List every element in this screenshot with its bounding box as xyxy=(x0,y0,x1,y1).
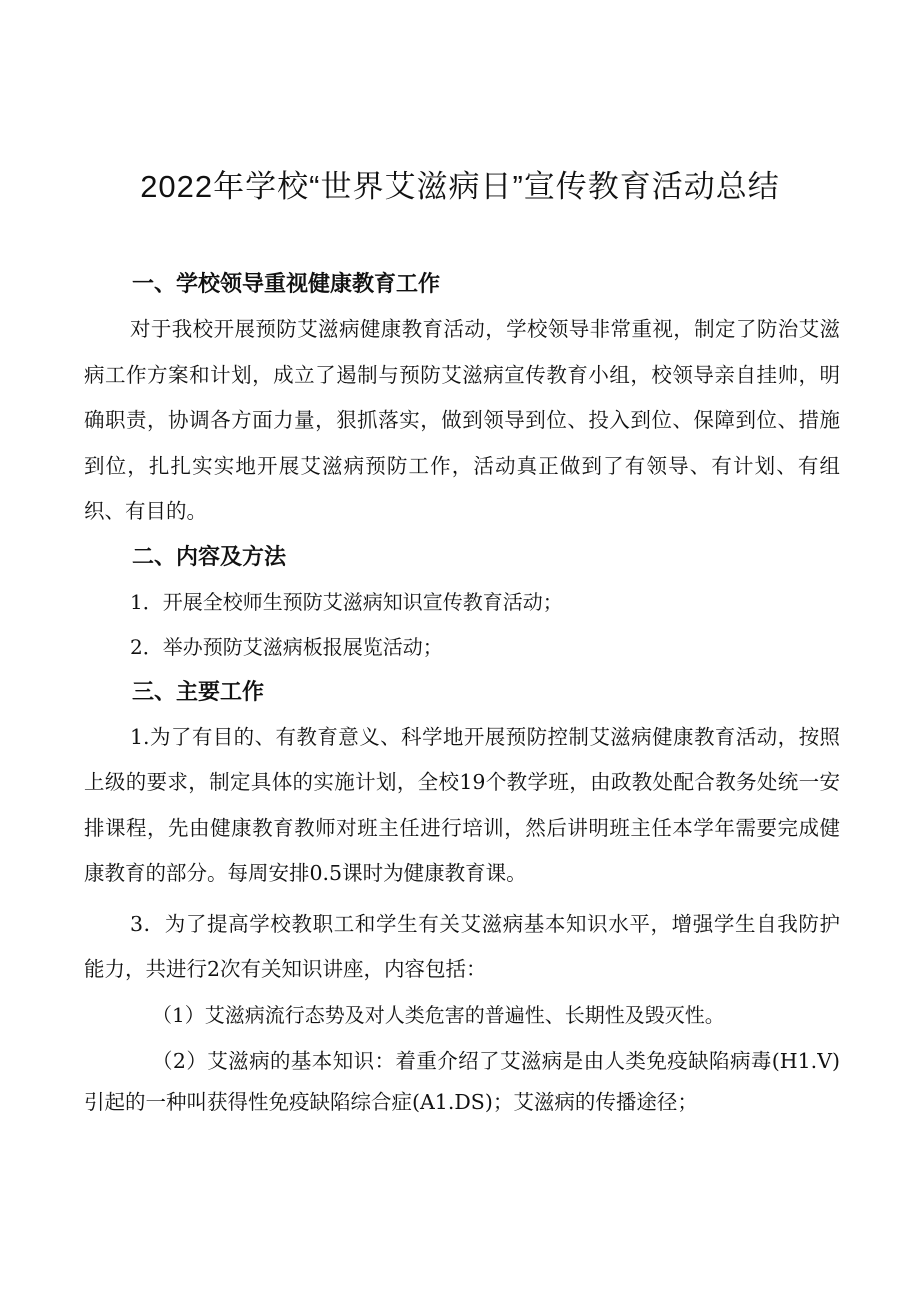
section-3-paragraph-2: 3．为了提高学校教职工和学生有关艾滋病基本知识水平，增强学生自我防护能力，共进行2次有关知识讲座，内容包括： xyxy=(84,911,840,981)
section-2-heading: 二、内容及方法 xyxy=(132,543,287,569)
section-1-heading: 一、学校领导重视健康教育工作 xyxy=(132,271,441,296)
section-3-sub-item-1: （1）艾滋病流行态势及对人类危害的普遍性、长期性及毁灭性。 xyxy=(152,1002,725,1027)
section-2-item-1: 1．开展全校师生预防艾滋病知识宣传教育活动； xyxy=(130,589,563,614)
section-2-item-2: 2．举办预防艾滋病板报展览活动； xyxy=(130,634,443,659)
document-title: 2022年学校“世界艾滋病日”宣传教育活动总结 xyxy=(140,169,780,204)
section-1-paragraph: 对于我校开展预防艾滋病健康教育活动，学校领导非常重视，制定了防治艾滋病工作方案和计划，成立了遏制与预防艾滋病宣传教育小组，校领导亲自挂帅，明确职责，协调各方面力量，狠抓落实，做到领导到位、投入到位、保障到位、措施到位，扎扎实实地开展艾滋病预防工作，活动真正做到了有领导、有计划、有组织、有目的。 xyxy=(84,317,840,523)
document-body xyxy=(84,262,840,1123)
section-3-sub-item-2: （2）艾滋病的基本知识：着重介绍了艾滋病是由人类免疫缺陷病毒(H1.V)引起的一种叫获得性免疫缺陷综合症(A1.DS)；艾滋病的传播途径； xyxy=(84,1048,840,1114)
section-3-paragraph-1: 1.为了有目的、有教育意义、科学地开展预防控制艾滋病健康教育活动，按照上级的要求，制定具体的实施计划，全校19个教学班，由政教处配合教务处统一安排课程，先由健康教育教师对班主任进行培训，然后讲明班主任本学年需要完成健康教育的部分。每周安排0.5课时为健康教育课。 xyxy=(84,724,840,885)
section-3-heading: 三、主要工作 xyxy=(132,678,265,704)
